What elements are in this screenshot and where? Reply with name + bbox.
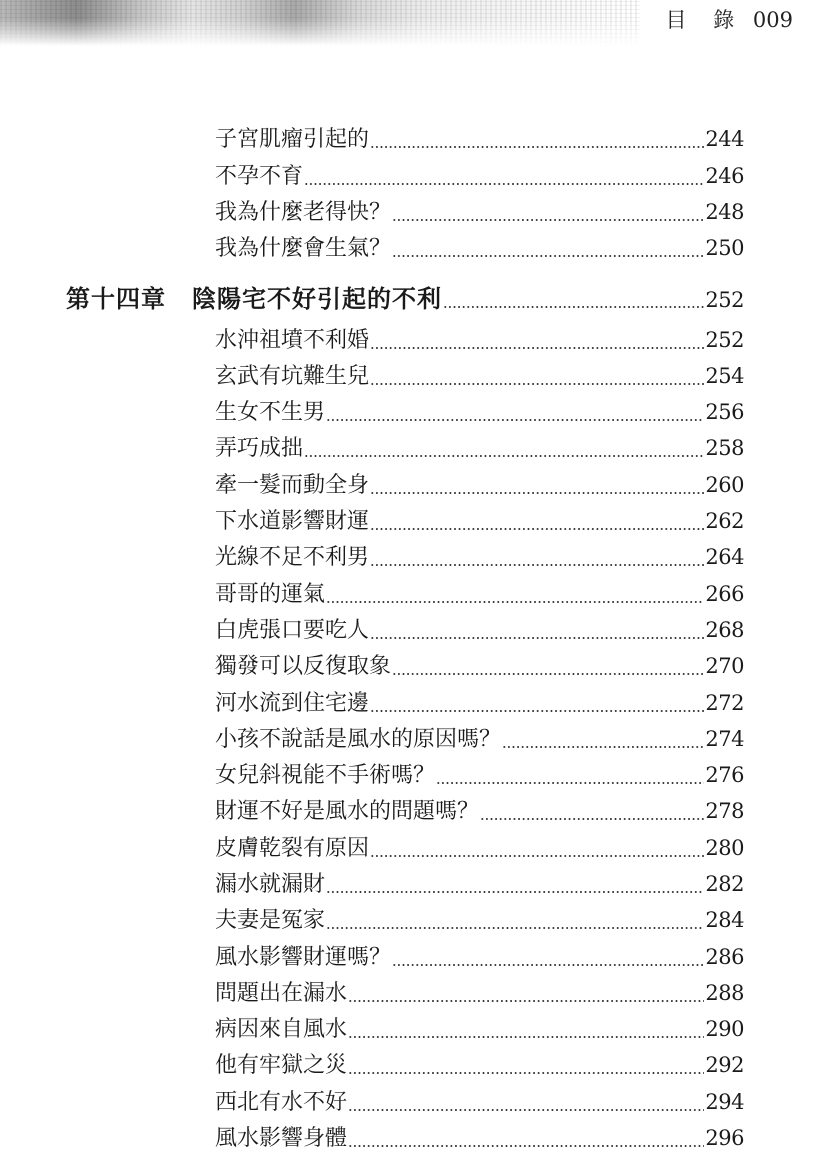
toc-entry[interactable] xyxy=(215,158,744,194)
toc-entry-title: 光線不足不利男 xyxy=(215,545,370,570)
toc-entry-title: 風水影響身體 xyxy=(215,1126,348,1151)
dot-leader xyxy=(326,419,704,421)
toc-entry[interactable] xyxy=(215,648,744,684)
toc-entry-page: 268 xyxy=(705,618,744,642)
toc-entry-title: 子宮肌瘤引起的 xyxy=(215,127,370,152)
running-head xyxy=(666,4,793,34)
toc-entry-page: 280 xyxy=(705,836,744,860)
toc-entry-title: 皮膚乾裂有原因 xyxy=(215,836,370,861)
dot-leader xyxy=(502,746,704,748)
toc-entry-page: 286 xyxy=(705,945,744,969)
dot-leader xyxy=(436,782,704,784)
dot-leader xyxy=(392,219,704,221)
toc-entry-title: 夫妻是冤家 xyxy=(215,908,326,933)
toc-chapter-entry[interactable] xyxy=(66,281,744,317)
toc-entry-page: 270 xyxy=(705,654,744,678)
toc-entry-page: 290 xyxy=(705,1017,744,1041)
dot-leader xyxy=(304,183,704,185)
dot-leader xyxy=(370,710,704,712)
toc-entry-page: 254 xyxy=(705,364,744,388)
header-texture-band xyxy=(0,0,640,46)
dot-leader xyxy=(348,1072,704,1074)
toc-entry[interactable] xyxy=(215,685,744,721)
dot-leader xyxy=(370,855,704,857)
toc-entry[interactable] xyxy=(215,322,744,358)
dot-leader xyxy=(480,818,704,820)
toc-entry[interactable] xyxy=(215,503,744,539)
running-head-title: 目 錄 xyxy=(665,8,745,32)
chapter-title: 陰陽宅不好引起的不利 xyxy=(192,284,442,313)
toc-entry[interactable] xyxy=(215,830,744,866)
toc-entry[interactable] xyxy=(215,467,744,503)
toc-entry-page: 274 xyxy=(705,727,744,751)
toc-entry-title: 玄武有坑難生兒 xyxy=(215,364,370,389)
toc-entry-page: 262 xyxy=(705,509,744,533)
toc-entry-page: 284 xyxy=(705,908,744,932)
dot-leader xyxy=(392,964,704,966)
dot-leader xyxy=(370,146,704,148)
toc-entry-title: 獨發可以反復取象 xyxy=(215,654,392,679)
toc-entry-title: 他有牢獄之災 xyxy=(215,1053,348,1078)
toc-entry-page: 292 xyxy=(705,1053,744,1077)
toc-entry[interactable] xyxy=(215,612,744,648)
dot-leader xyxy=(392,255,704,257)
toc-entry-page: 294 xyxy=(705,1090,744,1114)
toc-entry-page: 250 xyxy=(705,236,744,260)
toc-entry-page: 264 xyxy=(705,545,744,569)
toc-entry-title: 我為什麼會生氣？ xyxy=(215,236,392,261)
toc-entry[interactable] xyxy=(215,194,744,230)
dot-leader xyxy=(348,1145,704,1147)
toc-entry[interactable] xyxy=(215,358,744,394)
dot-leader xyxy=(443,306,704,308)
toc-entry[interactable] xyxy=(215,230,744,266)
toc-entry[interactable] xyxy=(215,394,744,430)
toc-entry[interactable] xyxy=(215,793,744,829)
toc-entry[interactable] xyxy=(215,539,744,575)
running-head-page-number: 009 xyxy=(752,8,793,32)
dot-leader xyxy=(370,564,704,566)
toc-entry[interactable] xyxy=(215,902,744,938)
toc-entry-title: 漏水就漏財 xyxy=(215,872,326,897)
toc-entry-title: 水沖祖墳不利婚 xyxy=(215,328,370,353)
toc-entry-page: 244 xyxy=(705,127,744,151)
toc-entry[interactable] xyxy=(215,576,744,612)
toc-entry[interactable] xyxy=(215,757,744,793)
toc-entry-page: 248 xyxy=(705,200,744,224)
toc-entry-title: 不孕不育 xyxy=(215,164,304,189)
toc-entry-title: 哥哥的運氣 xyxy=(215,582,326,607)
toc-entry-page: 296 xyxy=(705,1126,744,1150)
toc-entry[interactable] xyxy=(215,975,744,1011)
toc-entry-title: 女兒斜視能不手術嗎？ xyxy=(215,763,436,788)
toc-entry[interactable] xyxy=(215,121,744,157)
dot-leader xyxy=(348,1109,704,1111)
toc-entry-title: 風水影響財運嗎？ xyxy=(215,945,392,970)
dot-leader xyxy=(326,927,704,929)
chapter-number: 第十四章 xyxy=(66,284,166,313)
toc-entry[interactable] xyxy=(215,939,744,975)
toc-entry-title: 財運不好是風水的問題嗎？ xyxy=(215,799,480,824)
toc-entry[interactable] xyxy=(215,721,744,757)
dot-leader xyxy=(370,383,704,385)
dot-leader xyxy=(370,637,704,639)
toc-entry-page: 272 xyxy=(705,691,744,715)
dot-leader xyxy=(348,1000,704,1002)
toc-entry-page: 288 xyxy=(705,981,744,1005)
toc-entry[interactable] xyxy=(215,1011,744,1047)
toc-entry-title: 小孩不說話是風水的原因嗎？ xyxy=(215,727,502,752)
toc-entry-title: 問題出在漏水 xyxy=(215,981,348,1006)
toc-entry-title: 河水流到住宅邊 xyxy=(215,691,370,716)
toc-entry-title: 我為什麼老得快？ xyxy=(215,200,392,225)
toc-entry-page: 256 xyxy=(705,400,744,424)
toc-entry-page: 266 xyxy=(705,582,744,606)
toc-entry-title: 西北有水不好 xyxy=(215,1090,348,1115)
toc-entry-page: 258 xyxy=(705,436,744,460)
toc-entry-page: 276 xyxy=(705,763,744,787)
toc-entry-page: 278 xyxy=(705,799,744,823)
toc-entry-page: 260 xyxy=(705,473,744,497)
toc-entry[interactable] xyxy=(215,1084,744,1120)
toc-entry-title: 牽一髮而動全身 xyxy=(215,473,370,498)
dot-leader xyxy=(370,528,704,530)
toc-entry-title: 白虎張口要吃人 xyxy=(215,618,370,643)
dot-leader xyxy=(326,891,704,893)
toc-entry-page: 282 xyxy=(705,872,744,896)
toc-entry-title: 下水道影響財運 xyxy=(215,509,370,534)
toc-entry-page: 252 xyxy=(705,288,744,312)
dot-leader xyxy=(370,492,704,494)
dot-leader xyxy=(326,601,704,603)
dot-leader xyxy=(348,1036,704,1038)
toc-entry[interactable] xyxy=(215,1047,744,1083)
toc-entry-title: 弄巧成拙 xyxy=(215,436,304,461)
dot-leader xyxy=(392,673,704,675)
toc-entry-page: 252 xyxy=(705,328,744,352)
dot-leader xyxy=(370,347,704,349)
toc-entry-title: 病因來自風水 xyxy=(215,1017,348,1042)
toc-entry-title: 生女不生男 xyxy=(215,400,326,425)
toc-entry[interactable] xyxy=(215,430,744,466)
dot-leader xyxy=(304,455,704,457)
toc-entry-page: 246 xyxy=(705,164,744,188)
toc-entry[interactable] xyxy=(215,866,744,902)
toc-entry[interactable] xyxy=(215,1120,744,1156)
